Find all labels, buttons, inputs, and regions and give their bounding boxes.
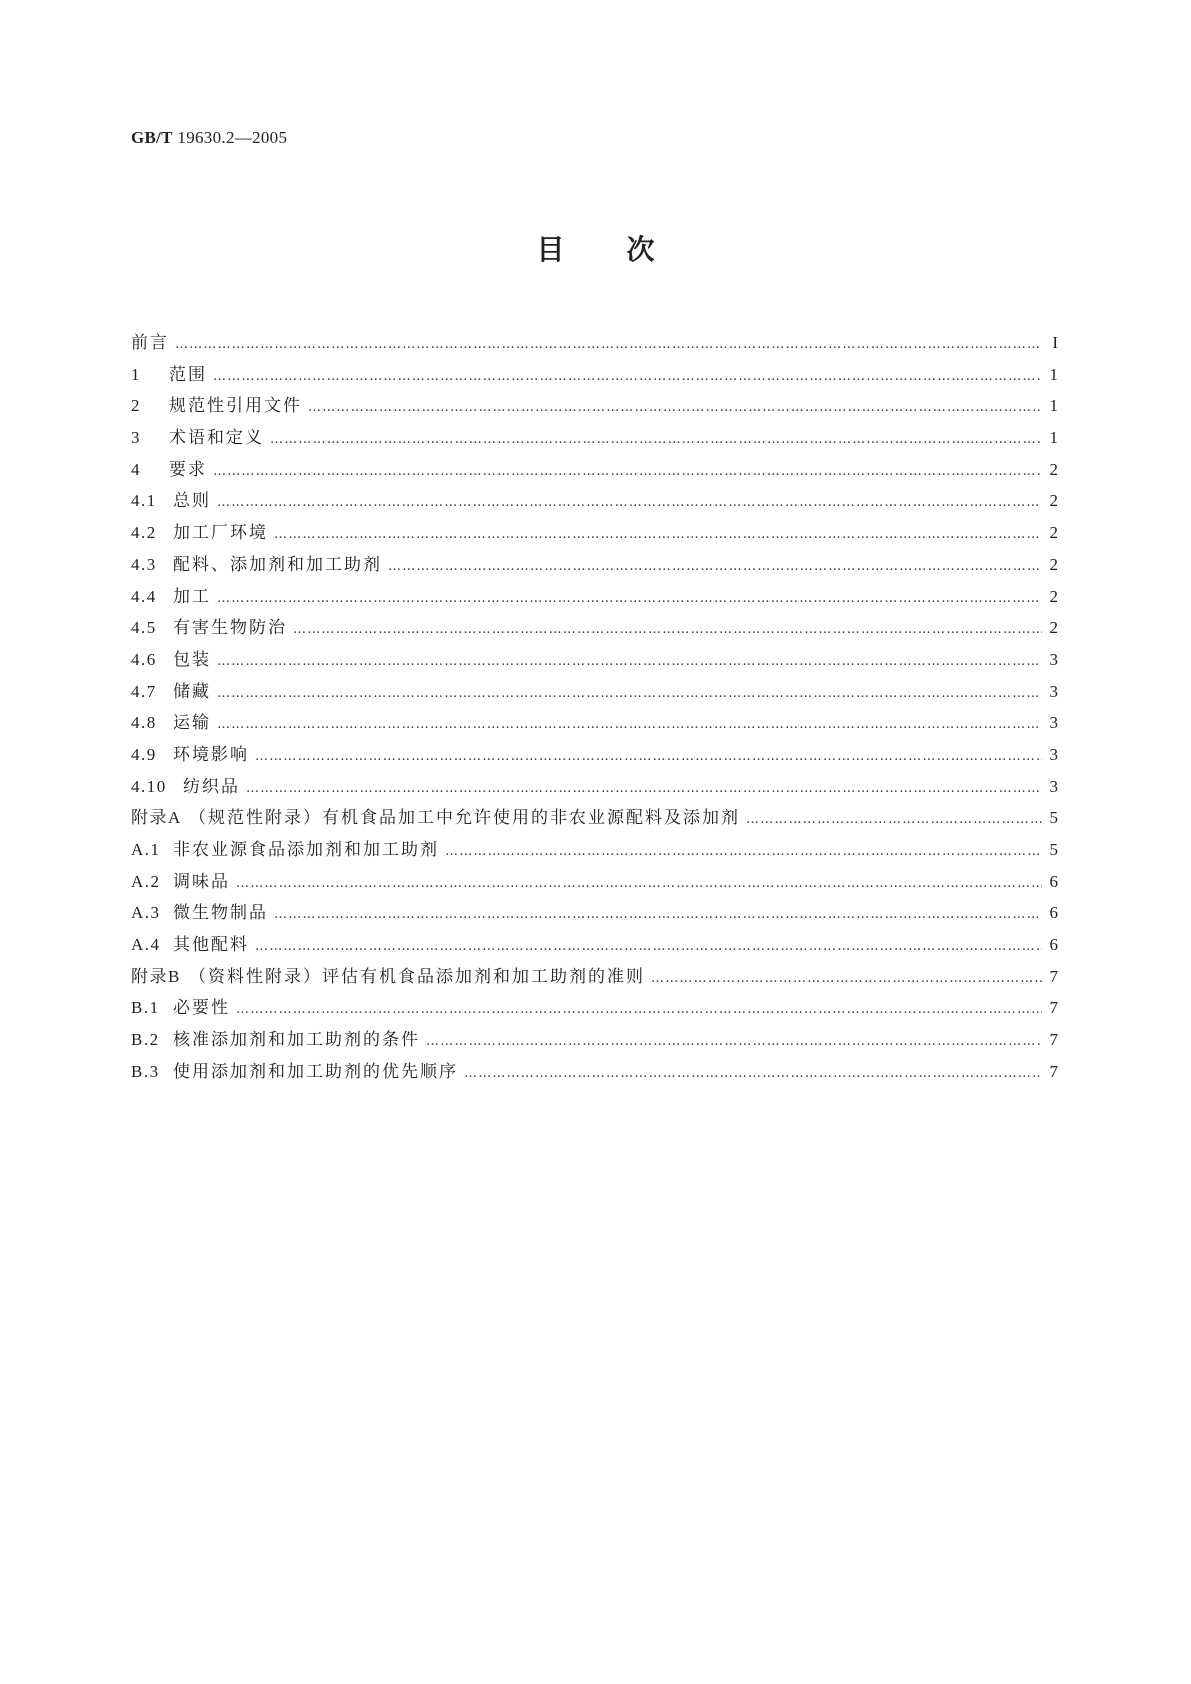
toc-entry-number: 附录A (131, 808, 182, 828)
dot-leader (293, 614, 1042, 646)
dot-leader (464, 1058, 1042, 1090)
toc-entry-label: 总则 (173, 491, 211, 512)
toc-entry-label: 纺织品 (183, 776, 240, 797)
standard-number: 19630.2—2005 (177, 128, 288, 147)
toc-entry-label: 储藏 (173, 681, 211, 702)
toc-entry-page: 2 (1049, 586, 1058, 606)
toc-entry-label: 包装 (173, 649, 211, 670)
dot-leader (246, 773, 1042, 805)
toc-entry-page: 6 (1049, 871, 1058, 891)
toc-entry-number: A.2 (131, 871, 161, 891)
toc-entry-number: 4.9 (131, 744, 157, 764)
dot-leader (308, 392, 1042, 424)
toc-entry-number: 2 (131, 396, 141, 416)
table-of-contents (131, 327, 1058, 1088)
toc-entry-number: B.1 (131, 998, 160, 1018)
toc-entry-label: 前言 (131, 333, 169, 353)
toc-entry-page: 2 (1049, 554, 1058, 574)
toc-entry-label: （资料性附录）评估有机食品添加剂和加工助剂的准则 (189, 966, 645, 987)
toc-entry[interactable] (131, 359, 1058, 391)
toc-entry[interactable] (131, 517, 1058, 549)
toc-entry[interactable] (131, 581, 1058, 613)
dot-leader (270, 424, 1042, 456)
toc-entry-label: 运输 (173, 713, 211, 734)
toc-entry-number: A.3 (131, 903, 161, 923)
toc-entry-page: 2 (1049, 459, 1058, 479)
toc-entry[interactable] (131, 1024, 1058, 1056)
toc-entry-number: 附录B (131, 966, 181, 986)
toc-entry-number: 3 (131, 428, 141, 448)
dot-leader (217, 487, 1042, 519)
toc-entry[interactable] (131, 866, 1058, 898)
toc-entry-number: 4.4 (131, 586, 157, 606)
toc-entry[interactable] (131, 897, 1058, 929)
dot-leader (175, 329, 1042, 361)
toc-entry-number: 1 (131, 364, 141, 384)
toc-entry-page: 7 (1049, 1030, 1058, 1050)
toc-entry-number: A.4 (131, 935, 161, 955)
toc-entry-label: 要求 (169, 459, 207, 480)
toc-entry-page: I (1052, 333, 1058, 352)
toc-entry-number: 4.5 (131, 618, 157, 638)
document-header (131, 128, 287, 148)
dot-leader (236, 994, 1042, 1026)
toc-entry-page: 3 (1049, 744, 1058, 764)
toc-entry-page: 2 (1049, 491, 1058, 511)
toc-entry-page: 3 (1049, 713, 1058, 733)
toc-entry-page: 7 (1049, 1061, 1058, 1081)
toc-entry[interactable] (131, 961, 1058, 993)
toc-entry-page: 3 (1049, 681, 1058, 701)
toc-entry-number: A.1 (131, 840, 161, 859)
toc-entry-page: 5 (1049, 840, 1058, 859)
dot-leader (217, 646, 1042, 678)
toc-entry[interactable] (131, 834, 1058, 866)
toc-entry-label: （规范性附录）有机食品加工中允许使用的非农业源配料及添加剂 (189, 808, 740, 829)
toc-entry-label: 微生物制品 (173, 903, 268, 924)
toc-entry[interactable] (131, 802, 1058, 834)
dot-leader (236, 868, 1042, 900)
toc-entry-label: 使用添加剂和加工助剂的优先顺序 (173, 1061, 458, 1082)
toc-entry[interactable] (131, 739, 1058, 771)
toc-entry-label: 配料、添加剂和加工助剂 (173, 554, 382, 575)
toc-entry[interactable] (131, 644, 1058, 676)
toc-entry-page: 1 (1049, 364, 1058, 384)
page-title: 目次 (536, 233, 717, 266)
toc-entry[interactable] (131, 612, 1058, 644)
dot-leader (388, 551, 1042, 583)
toc-entry[interactable] (131, 992, 1058, 1024)
toc-entry[interactable] (131, 707, 1058, 739)
dot-leader (213, 456, 1042, 488)
toc-entry-number: 4 (131, 459, 141, 479)
toc-entry-number: 4.6 (131, 649, 157, 669)
toc-entry-number: 4.1 (131, 491, 157, 511)
toc-entry-page: 7 (1049, 998, 1058, 1018)
toc-entry-label: 必要性 (173, 998, 230, 1019)
dot-leader (255, 931, 1042, 963)
toc-entry[interactable] (131, 422, 1058, 454)
dot-leader (217, 583, 1042, 615)
dot-leader (217, 678, 1042, 710)
toc-entry[interactable] (131, 771, 1058, 803)
dot-leader (274, 899, 1042, 931)
dot-leader (426, 1026, 1042, 1058)
toc-entry-label: 规范性引用文件 (169, 396, 302, 417)
toc-entry-label: 调味品 (173, 871, 230, 892)
dot-leader (217, 709, 1042, 741)
toc-entry-page: 6 (1049, 903, 1058, 923)
toc-entry[interactable] (131, 929, 1058, 961)
toc-entry-page: 1 (1049, 428, 1058, 448)
toc-entry-number: 4.3 (131, 554, 157, 574)
toc-entry-page: 7 (1049, 966, 1058, 986)
toc-entry[interactable] (131, 454, 1058, 486)
toc-entry-number: B.2 (131, 1030, 160, 1050)
toc-entry-label: 加工 (173, 586, 211, 607)
toc-entry-page: 2 (1049, 618, 1058, 638)
dot-leader (746, 804, 1042, 836)
toc-entry-page: 1 (1049, 396, 1058, 416)
toc-entry-label: 术语和定义 (169, 428, 264, 449)
toc-entry-page: 3 (1049, 649, 1058, 669)
toc-entry-label: 环境影响 (173, 744, 249, 765)
toc-entry[interactable] (131, 390, 1058, 422)
toc-entry-label: 加工厂环境 (173, 523, 268, 544)
toc-entry[interactable] (131, 485, 1058, 517)
toc-entry-label: 范围 (169, 364, 207, 385)
toc-entry-page: 3 (1049, 776, 1058, 796)
toc-entry-page: 2 (1049, 523, 1058, 543)
dot-leader (445, 836, 1042, 868)
toc-entry-label: 其他配料 (173, 935, 249, 956)
toc-entry-label: 核准添加剂和加工助剂的条件 (173, 1030, 420, 1051)
toc-entry-number: B.3 (131, 1061, 160, 1081)
toc-entry-label: 有害生物防治 (173, 618, 287, 639)
toc-entry[interactable] (131, 1056, 1058, 1088)
toc-entry-number: 4.2 (131, 523, 157, 543)
dot-leader (651, 963, 1042, 995)
toc-entry[interactable] (131, 327, 1058, 359)
dot-leader (213, 361, 1042, 393)
toc-entry-page: 5 (1049, 808, 1058, 828)
toc-entry-page: 6 (1049, 935, 1058, 955)
toc-entry-number: 4.7 (131, 681, 157, 701)
toc-entry-number: 4.10 (131, 776, 167, 796)
dot-leader (255, 741, 1042, 773)
toc-entry-label: 非农业源食品添加剂和加工助剂 (173, 840, 439, 860)
toc-entry-number: 4.8 (131, 713, 157, 733)
toc-entry[interactable] (131, 676, 1058, 708)
toc-entry[interactable] (131, 549, 1058, 581)
dot-leader (274, 519, 1042, 551)
standard-code: GB/T (131, 128, 173, 147)
